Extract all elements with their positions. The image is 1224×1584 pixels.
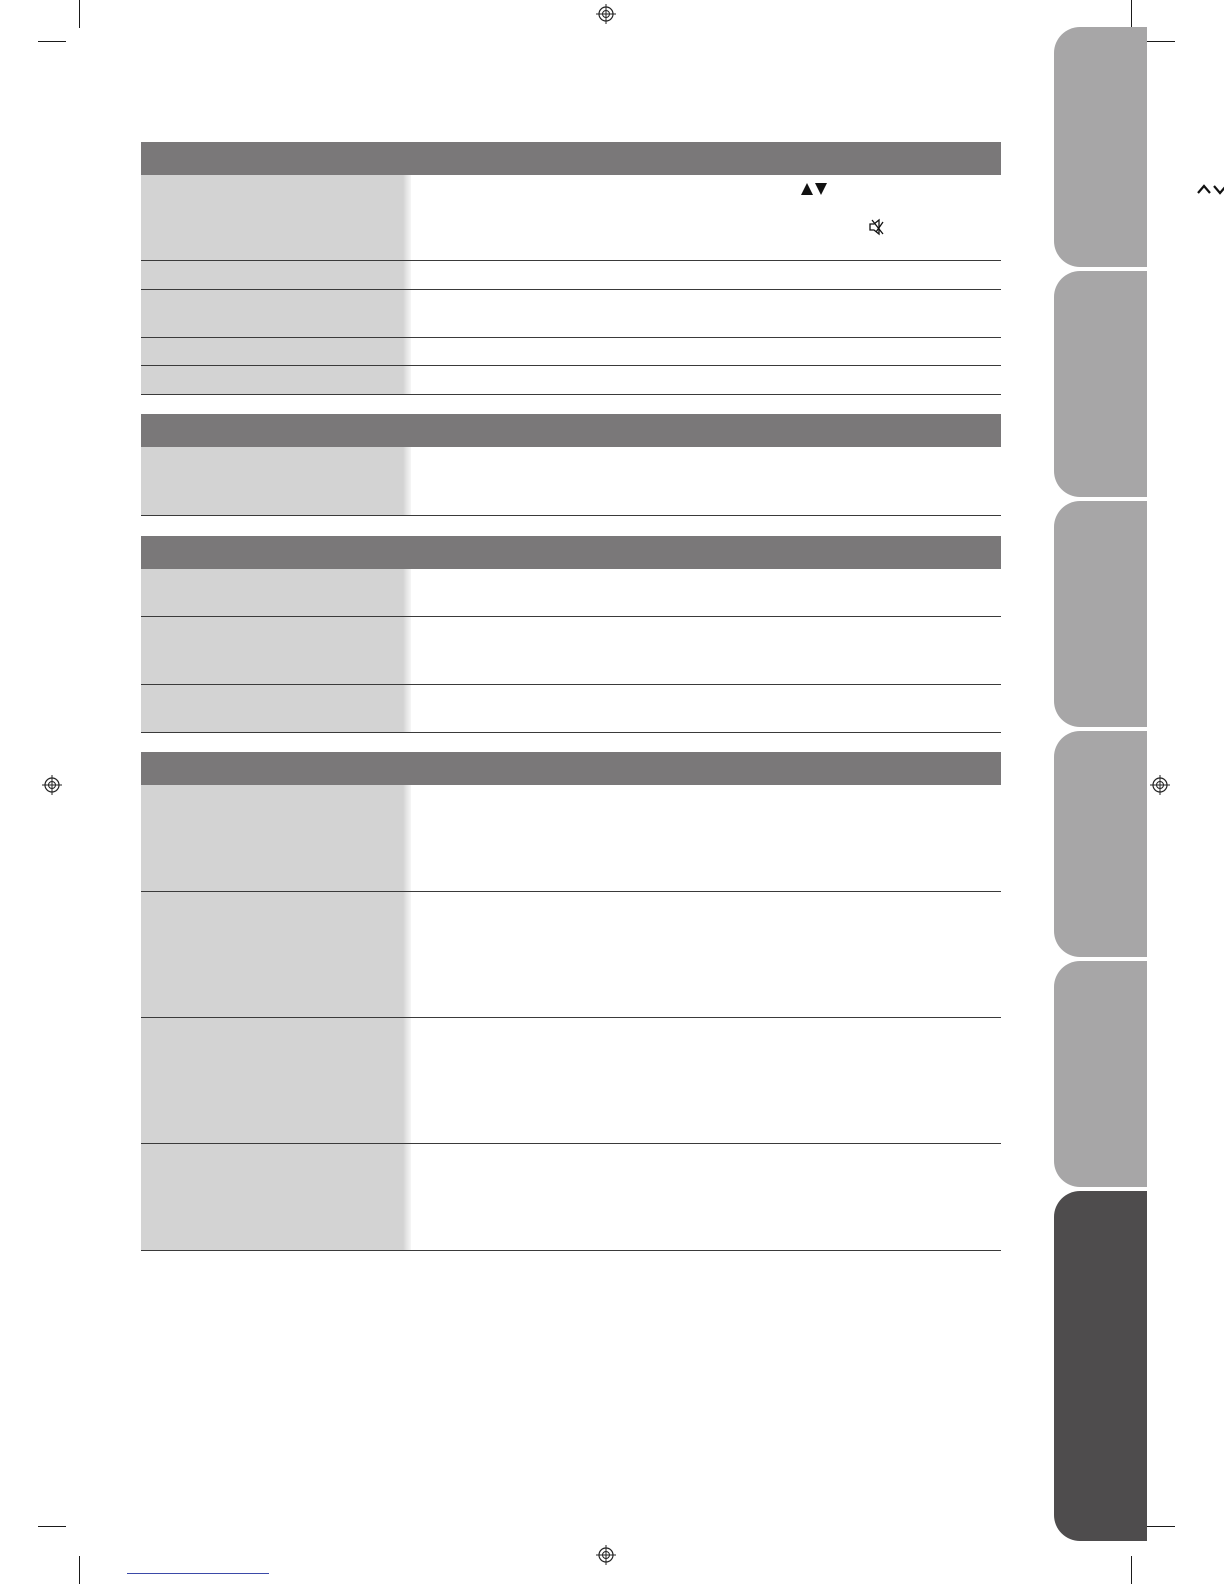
registration-mark-icon — [596, 4, 616, 24]
registration-mark-icon — [42, 775, 62, 795]
table-row — [141, 1018, 1001, 1144]
table-section-2 — [141, 414, 1001, 516]
row-label-cell — [141, 366, 411, 394]
table-row — [141, 261, 1001, 290]
row-label-cell — [141, 338, 411, 365]
row-label-cell — [141, 1018, 411, 1143]
row-content-cell — [411, 447, 1001, 515]
crop-mark — [1147, 41, 1175, 42]
table-section-4 — [141, 752, 1001, 1251]
side-tab-6-active[interactable] — [1054, 1191, 1147, 1541]
crop-mark — [38, 1526, 66, 1527]
side-tab-4[interactable] — [1054, 731, 1147, 957]
table-section-1 — [141, 142, 1001, 395]
side-tab-5[interactable] — [1054, 961, 1147, 1187]
row-label-cell — [141, 175, 411, 260]
section-header — [141, 142, 1001, 175]
row-label-cell — [141, 261, 411, 289]
row-content-cell — [411, 617, 1001, 684]
mute-icon — [868, 218, 886, 236]
row-content-cell — [411, 261, 1001, 289]
side-tab-2[interactable] — [1054, 271, 1147, 497]
table-row — [141, 685, 1001, 733]
table-section-3 — [141, 536, 1001, 733]
row-label-cell — [141, 569, 411, 616]
crop-mark — [79, 0, 80, 28]
table-row — [141, 785, 1001, 892]
row-label-cell — [141, 892, 411, 1017]
row-content-cell — [411, 366, 1001, 394]
table-row — [141, 175, 1001, 261]
section-header — [141, 752, 1001, 785]
row-content-cell — [411, 1018, 1001, 1143]
row-label-cell — [141, 617, 411, 684]
crop-mark — [1147, 1526, 1175, 1527]
row-content-cell — [411, 338, 1001, 365]
row-content-cell — [411, 569, 1001, 616]
row-label-cell — [141, 785, 411, 891]
table-row — [141, 366, 1001, 395]
row-content-cell — [411, 1144, 1001, 1250]
row-label-cell — [141, 447, 411, 515]
table-row — [141, 892, 1001, 1018]
footer-rule — [127, 1573, 269, 1574]
row-label-cell — [141, 1144, 411, 1250]
side-tab-3[interactable] — [1054, 501, 1147, 727]
table-row — [141, 569, 1001, 617]
row-content-cell — [411, 892, 1001, 1017]
table-row — [141, 338, 1001, 366]
table-row — [141, 290, 1001, 338]
section-header — [141, 536, 1001, 569]
table-row — [141, 1144, 1001, 1251]
row-content-cell — [411, 685, 1001, 732]
crop-mark — [1131, 0, 1132, 28]
row-content-cell — [411, 175, 1001, 260]
side-tab-1[interactable] — [1054, 27, 1147, 267]
registration-mark-icon — [596, 1545, 616, 1565]
crop-mark — [79, 1556, 80, 1584]
registration-mark-icon — [1150, 775, 1170, 795]
crop-mark — [38, 41, 66, 42]
section-header — [141, 414, 1001, 447]
table-row — [141, 447, 1001, 516]
row-content-cell — [411, 785, 1001, 891]
row-content-cell — [411, 290, 1001, 337]
up-down-chevron-icon — [1196, 183, 1224, 195]
up-down-triangle-icon — [800, 182, 828, 196]
table-row — [141, 617, 1001, 685]
crop-mark — [1131, 1556, 1132, 1584]
row-label-cell — [141, 685, 411, 732]
row-label-cell — [141, 290, 411, 337]
